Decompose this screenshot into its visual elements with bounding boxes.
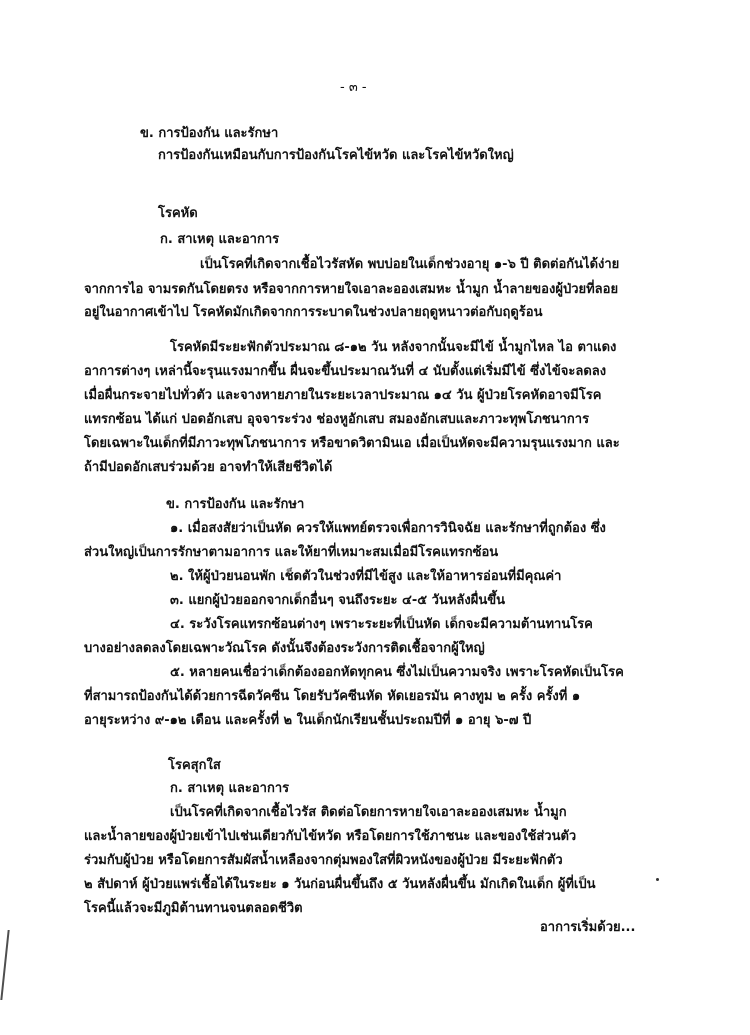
scan-dot <box>656 878 659 881</box>
treatment-item-5-cont: ที่สามารถป้องกันได้ด้วยการฉีดวัคซีน โดยรับวัคซีนหัด หัดเยอรมัน คางทูม ๒ ครั้ง ครั้งที่ ๑ <box>84 689 581 704</box>
measles-prevention-heading: ข. การป้องกัน และรักษา <box>166 497 305 512</box>
treatment-item-5: ๕. หลายคนเชื่อว่าเด็กต้องออกหัดทุกคน ซึ่งไม่เป็นความจริง เพราะโรคหัดเป็นโรค <box>170 665 624 680</box>
treatment-item-1-cont: ส่วนใหญ่เป็นการรักษาตามอาการ และให้ยาที่เหมาะสมเมื่อมีโรคแทรกซ้อน <box>84 545 499 560</box>
paragraph-line: อยู่ในอากาศเข้าไป โรคหัดมักเกิดจากการระบาดในช่วงปลายฤดูหนาวต่อกับฤดูร้อน <box>84 305 543 320</box>
paragraph-line: และน้ำลายของผู้ป่วยเข้าไปเช่นเดียวกับไข้หวัด หรือโดยการใช้ภาชนะ และของใช้ส่วนตัว <box>84 829 577 844</box>
paragraph-line: ร่วมกับผู้ป่วย หรือโดยการสัมผัสน้ำเหลืองจากตุ่มพองใสที่ผิวหนังของผู้ป่วย มีระยะฟักตัว <box>84 853 563 868</box>
treatment-item-4-cont: บางอย่างลดลงโดยเฉพาะวัณโรค ดังนั้นจึงต้องระวังการติดเชื้อจากผู้ใหญ่ <box>84 641 485 656</box>
paragraph-line: โรคนี้แล้วจะมีภูมิต้านทานจนตลอดชีวิต <box>84 901 303 916</box>
treatment-item-5-cont: อายุระหว่าง ๙-๑๒ เดือน และครั้งที่ ๒ ในเด็กนักเรียนชั้นประถมปีที่ ๑ อายุ ๖-๗ ปี <box>84 713 532 728</box>
paragraph-line: เป็นโรคที่เกิดจากเชื้อไวรัส ติดต่อโดยการหายใจเอาละอองเสมหะ น้ำมูก <box>170 805 567 820</box>
paragraph-line: เมื่อผื่นกระจายไปทั่วตัว และจางหายภายในระยะเวลาประมาณ ๑๔ วัน ผู้ป่วยโรคหัดอาจมีโรค <box>84 388 602 403</box>
paragraph-line: แทรกซ้อน ได้แก่ ปอดอักเสบ อุจจาระร่วง ช่องหูอักเสบ สมองอักเสบและภาวะทุพโภชนาการ <box>84 412 590 427</box>
paragraph-line: ๒ สัปดาห์ ผู้ป่วยแพร่เชื้อได้ในระยะ ๑ วันก่อนผื่นขึ้นถึง ๕ วันหลังผื่นขึ้น มักเกิดในเด็ก ผู้ที่เป็น <box>84 877 596 892</box>
chickenpox-title: โรคสุกใส <box>168 758 221 773</box>
paragraph-line: โดยเฉพาะในเด็กที่มีภาวะทุพโภชนาการ หรือขาดวิตามินเอ เมื่อเป็นหัดจะมีความรุนแรงมาก และ <box>84 436 620 451</box>
scan-artifact <box>0 930 15 1000</box>
page-number: - ๓ - <box>340 80 367 95</box>
paragraph-line: เป็นโรคที่เกิดจากเชื้อไวรัสหัด พบบ่อยในเด็กช่วงอายุ ๑-๖ ปี ติดต่อกันได้ง่าย <box>200 257 620 272</box>
treatment-item-3: ๓. แยกผู้ป่วยออกจากเด็กอื่นๆ จนถึงระยะ ๔-๕ วันหลังผื่นขึ้น <box>170 593 505 608</box>
chickenpox-cause-heading: ก. สาเหตุ และอาการ <box>170 781 290 796</box>
treatment-item-1: ๑. เมื่อสงสัยว่าเป็นหัด ควรให้แพทย์ตรวจเพื่อการวินิจฉัย และรักษาที่ถูกต้อง ซึ่ง <box>170 521 606 536</box>
prevention-heading: ข. การป้องกัน และรักษา <box>140 126 279 141</box>
treatment-item-2: ๒. ให้ผู้ป่วยนอนพัก เช็ดตัวในช่วงที่มีไข้สูง และให้อาหารอ่อนที่มีคุณค่า <box>170 569 562 584</box>
paragraph-line: จากการไอ จามรดกันโดยตรง หรือจากการหายใจเอาละอองเสมหะ น้ำมูก น้ำลายของผู้ป่วยที่ลอย <box>84 282 619 297</box>
paragraph-line: อาการต่างๆ เหล่านี้จะรุนแรงมากขึ้น ผื่นจะขึ้นประมาณวันที่ ๔ นับตั้งแต่เริ่มมีไข้ ซึ่งไข้จะลดลง <box>84 364 607 379</box>
continued-text: อาการเริ่มด้วย... <box>540 920 636 935</box>
measles-cause-heading: ก. สาเหตุ และอาการ <box>160 232 280 247</box>
prevention-text: การป้องกันเหมือนกับการป้องกันโรคไข้หวัด และโรคไข้หวัดใหญ่ <box>158 148 514 163</box>
paragraph-line: ถ้ามีปอดอักเสบร่วมด้วย อาจทำให้เสียชีวิตได้ <box>84 460 333 475</box>
treatment-item-4: ๔. ระวังโรคแทรกซ้อนต่างๆ เพราะระยะที่เป็นหัด เด็กจะมีความต้านทานโรค <box>170 617 593 632</box>
measles-title: โรคหัด <box>158 206 198 221</box>
paragraph-line: โรคหัดมีระยะฟักตัวประมาณ ๘-๑๒ วัน หลังจากนั้นจะมีไข้ น้ำมูกไหล ไอ ตาแดง <box>170 340 617 355</box>
